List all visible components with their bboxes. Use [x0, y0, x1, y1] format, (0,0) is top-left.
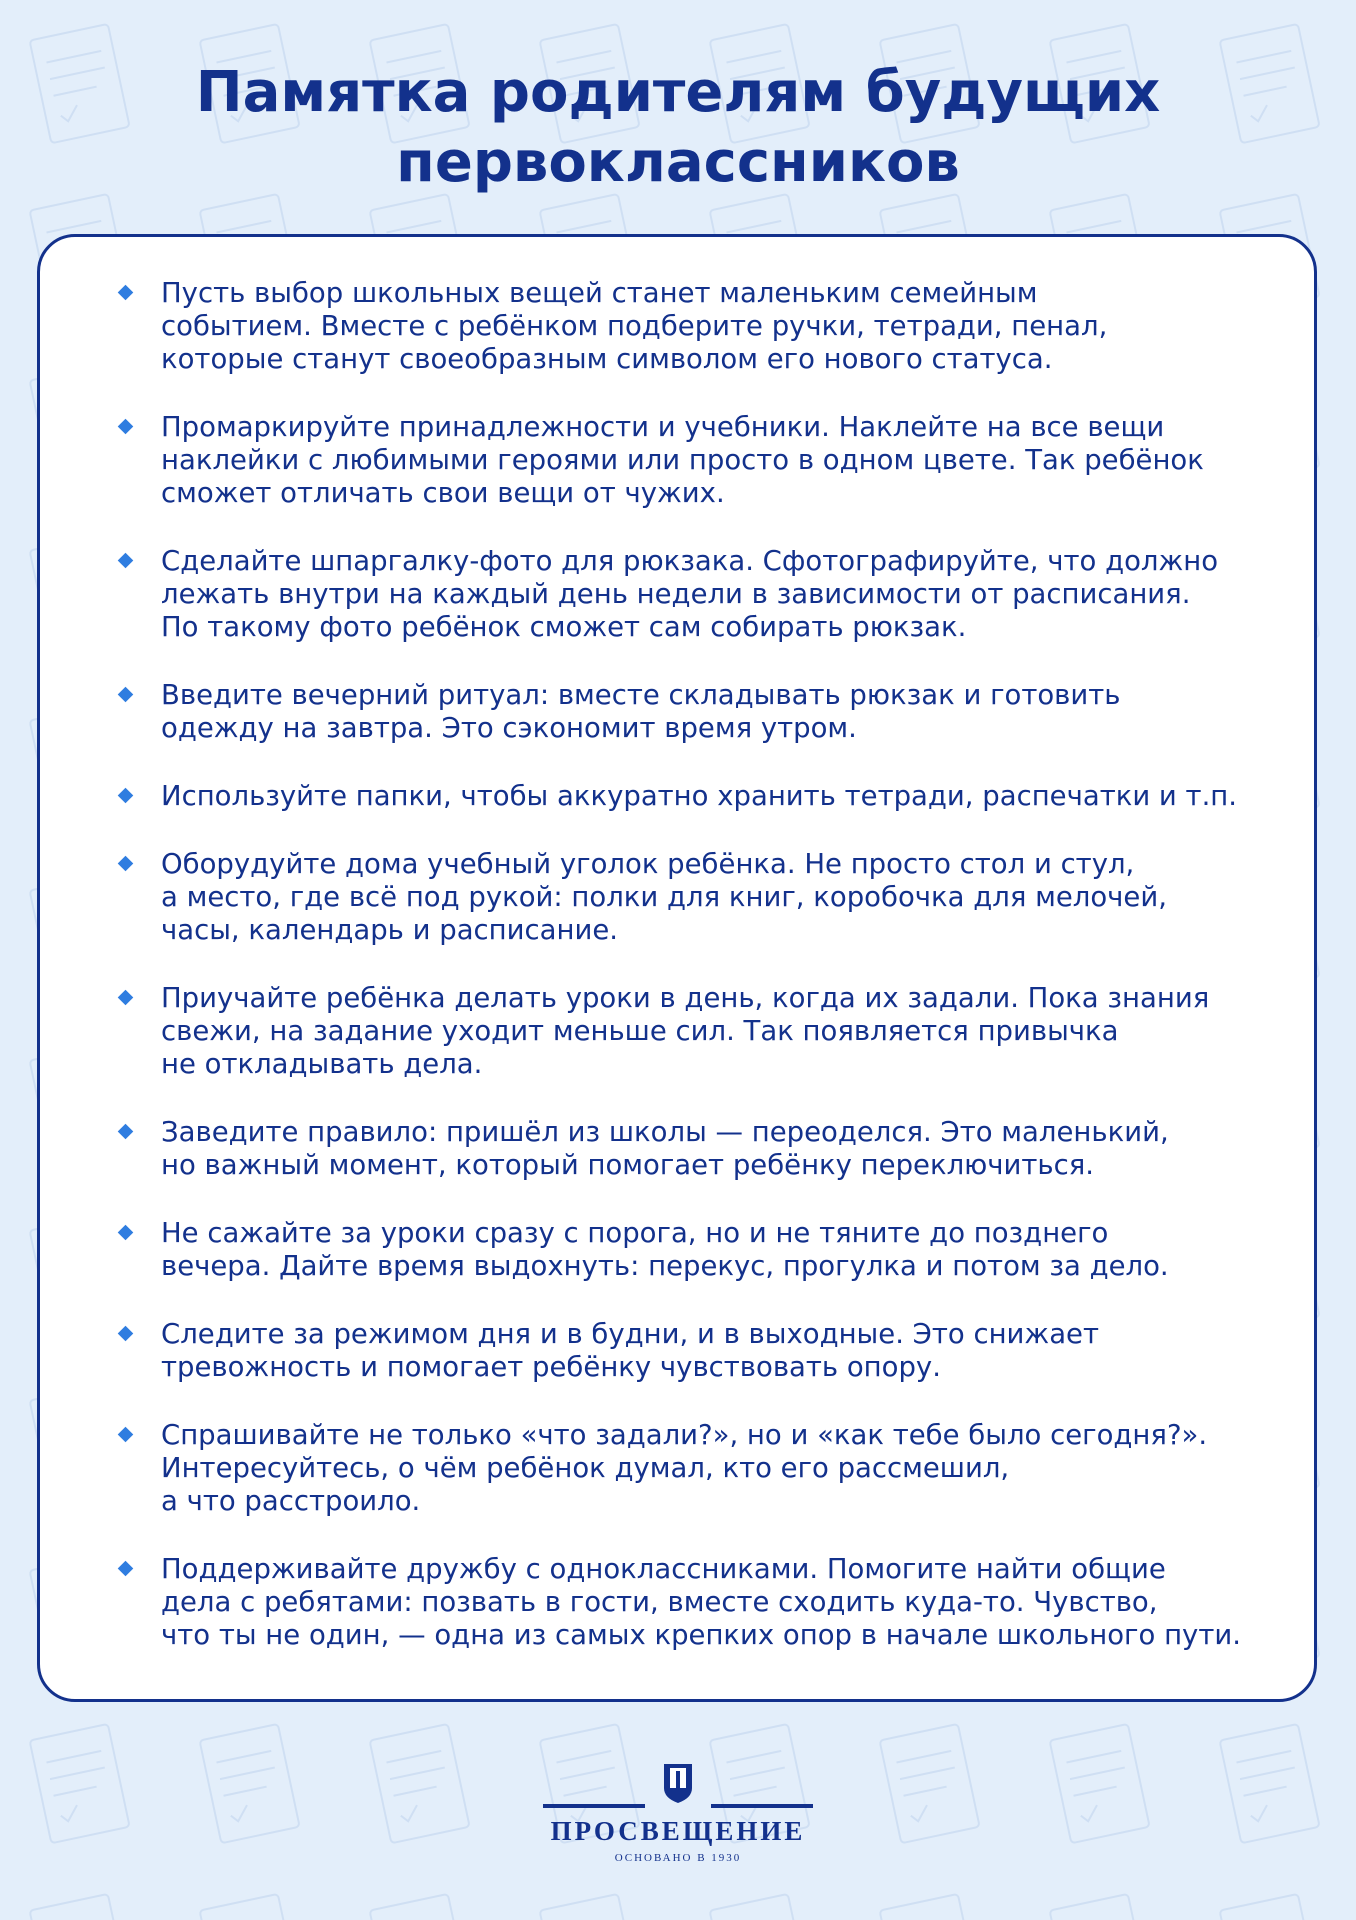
- publisher-logo: [543, 1760, 813, 1870]
- tip-line: сможет отличать свои вещи от чужих.: [161, 477, 725, 509]
- tip-item: [78, 1318, 1264, 1384]
- diamond-bullet-icon: [118, 1561, 134, 1577]
- publisher-emblem-icon: [660, 1760, 696, 1804]
- tip-line: Введите вечерний ритуал: вместе складывать рюкзак и готовить: [161, 679, 1121, 711]
- tip-item: [78, 545, 1264, 644]
- diamond-bullet-icon: [118, 553, 134, 569]
- tip-line: Поддерживайте дружбу с одноклассниками. Помогите найти общие: [161, 1553, 1166, 1585]
- logo-name: ПРОСВЕЩЕНИЕ: [550, 1816, 806, 1846]
- tip-line: Приучайте ребёнка делать уроки в день, когда их задали. Пока знания: [161, 982, 1210, 1014]
- page-title-line-1: Памятка родителям будущих: [195, 60, 1161, 125]
- diamond-bullet-icon: [118, 285, 134, 301]
- tip-line: Заведите правило: пришёл из школы — переоделся. Это маленький,: [161, 1116, 1169, 1148]
- tip-line: дела с ребятами: позвать в гости, вместе сходить куда-то. Чувство,: [161, 1586, 1158, 1618]
- tip-line: Следите за режимом дня и в будни, и в выходные. Это снижает: [161, 1318, 1099, 1350]
- tip-line: тревожность и помогает ребёнку чувствовать опору.: [161, 1351, 941, 1383]
- logo-divider-right: [711, 1804, 813, 1808]
- tips-list: [78, 277, 1264, 1652]
- tip-line: Используйте папки, чтобы аккуратно хранить тетради, распечатки и т.п.: [161, 780, 1238, 812]
- tip-item: [78, 411, 1264, 510]
- tip-item: [78, 1217, 1264, 1283]
- diamond-bullet-icon: [118, 1124, 134, 1140]
- tip-line: наклейки с любимыми героями или просто в одном цвете. Так ребёнок: [161, 444, 1204, 476]
- tip-item: [78, 679, 1264, 745]
- tip-item: [78, 982, 1264, 1081]
- tip-line: Промаркируйте принадлежности и учебники. Наклейте на все вещи: [161, 411, 1165, 443]
- logo-divider-left: [543, 1804, 645, 1808]
- tip-line: Спрашивайте не только «что задали?», но и «как тебе было сегодня?».: [161, 1419, 1208, 1451]
- tip-item: [78, 848, 1264, 947]
- tip-line: событием. Вместе с ребёнком подберите ручки, тетради, пенал,: [161, 310, 1108, 342]
- tip-line: лежать внутри на каждый день недели в зависимости от расписания.: [161, 578, 1191, 610]
- tip-item: [78, 780, 1264, 813]
- diamond-bullet-icon: [118, 1225, 134, 1241]
- tip-line: одежду на завтра. Это сэкономит время утром.: [161, 712, 857, 744]
- tip-line: а что расстроило.: [161, 1485, 421, 1517]
- logo-subtitle: ОСНОВАНО В 1930: [614, 1852, 742, 1864]
- tip-line: Пусть выбор школьных вещей станет маленьким семейным: [161, 277, 1038, 309]
- diamond-bullet-icon: [118, 1326, 134, 1342]
- diamond-bullet-icon: [118, 788, 134, 804]
- tip-line: но важный момент, который помогает ребёнку переключиться.: [161, 1149, 1095, 1181]
- tip-line: свежи, на задание уходит меньше сил. Так появляется привычка: [161, 1015, 1119, 1047]
- tip-line: Сделайте шпаргалку-фото для рюкзака. Сфотографируйте, что должно: [161, 545, 1219, 577]
- tips-card: [37, 234, 1317, 1702]
- tip-item: [78, 277, 1264, 376]
- tip-item: [78, 1116, 1264, 1182]
- diamond-bullet-icon: [118, 990, 134, 1006]
- tip-line: что ты не один, — одна из самых крепких опор в начале школьного пути.: [161, 1619, 1241, 1651]
- tip-line: По такому фото ребёнок сможет сам собирать рюкзак.: [161, 611, 967, 643]
- diamond-bullet-icon: [118, 856, 134, 872]
- page-title: [0, 58, 1356, 198]
- tip-item: [78, 1419, 1264, 1518]
- diamond-bullet-icon: [118, 1427, 134, 1443]
- tip-item: [78, 1553, 1264, 1652]
- page-title-line-2: первоклассников: [396, 130, 960, 195]
- tip-line: часы, календарь и расписание.: [161, 914, 618, 946]
- diamond-bullet-icon: [118, 419, 134, 435]
- tip-line: вечера. Дайте время выдохнуть: перекус, прогулка и потом за дело.: [161, 1250, 1169, 1282]
- tip-line: не откладывать дела.: [161, 1048, 483, 1080]
- tip-line: Интересуйтесь, о чём ребёнок думал, кто его рассмешил,: [161, 1452, 1010, 1484]
- tip-line: Не сажайте за уроки сразу с порога, но и не тяните до позднего: [161, 1217, 1109, 1249]
- diamond-bullet-icon: [118, 687, 134, 703]
- tip-line: которые станут своеобразным символом его нового статуса.: [161, 343, 1053, 375]
- tip-line: Оборудуйте дома учебный уголок ребёнка. Не просто стол и стул,: [161, 848, 1135, 880]
- tip-line: а место, где всё под рукой: полки для книг, коробочка для мелочей,: [161, 881, 1167, 913]
